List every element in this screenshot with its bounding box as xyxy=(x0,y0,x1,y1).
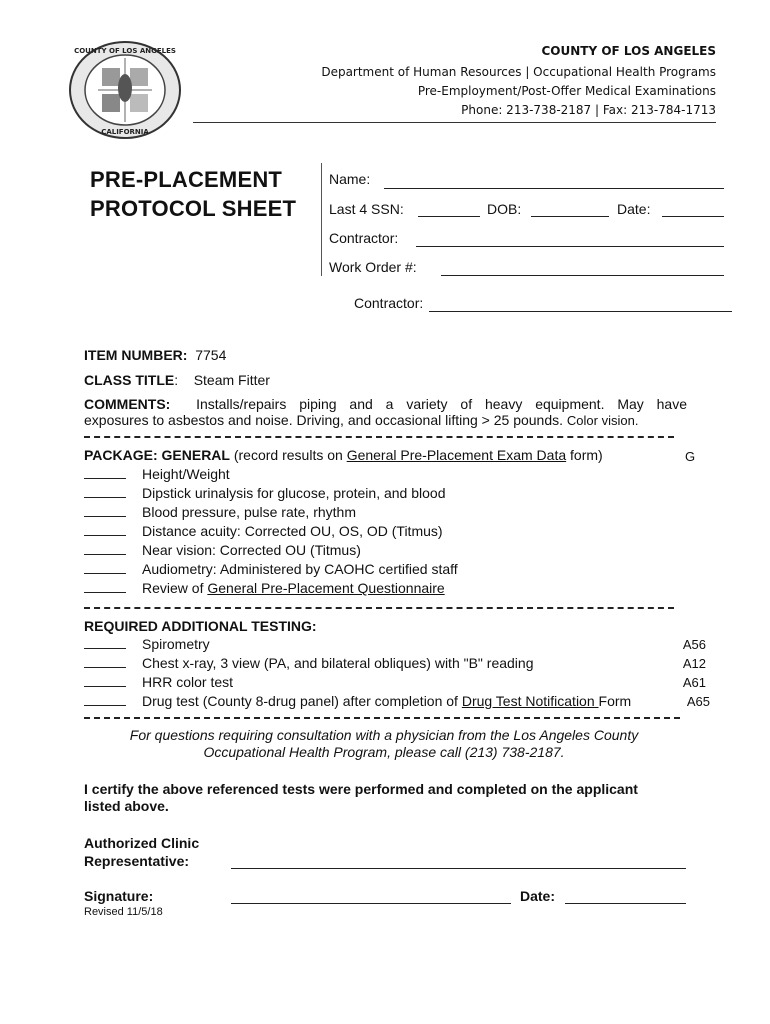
class-title: CLASS TITLE: Steam Fitter xyxy=(84,372,270,388)
header-dept: Department of Human Resources | Occupational Health Programs xyxy=(321,65,716,79)
additional-item: Chest x-ray, 3 view (PA, and bilateral obliques) with "B" reading A12 xyxy=(84,654,710,673)
package-list xyxy=(84,465,458,598)
dob-label: DOB: xyxy=(487,201,522,217)
consult-line2: Occupational Health Program, please call (213) 738-2187. xyxy=(203,744,565,760)
work-order-label: Work Order #: xyxy=(329,259,417,275)
additional-item: HRR color test A61 xyxy=(84,673,710,692)
name-field[interactable] xyxy=(384,175,724,189)
contractor2-field[interactable] xyxy=(429,298,732,312)
check-blank[interactable] xyxy=(84,503,126,517)
certify-line2: listed above. xyxy=(84,798,169,814)
title-divider xyxy=(321,163,322,276)
divider-3 xyxy=(84,717,680,719)
package-heading: PACKAGE: GENERAL (record results on General Pre-Placement Exam Data form) xyxy=(84,447,603,463)
certify-line1: I certify the above referenced tests were performed and completed on the applicant xyxy=(84,781,638,797)
divider-2 xyxy=(84,607,674,609)
package-item: Dipstick urinalysis for glucose, protein, and blood xyxy=(84,484,458,503)
sign-date-label: Date: xyxy=(520,888,556,904)
package-item: Height/Weight xyxy=(84,465,458,484)
rep-label-line1: Authorized Clinic xyxy=(84,835,200,851)
package-code: G xyxy=(685,449,696,464)
header-rule xyxy=(193,122,716,123)
rep-field[interactable] xyxy=(231,855,686,869)
signature-label: Signature: xyxy=(84,888,154,904)
consult-line1: For questions requiring consultation with a physician from the Los Angeles County xyxy=(129,727,639,743)
package-item: Distance acuity: Corrected OU, OS, OD (Titmus) xyxy=(84,522,458,541)
comments-line2: exposures to asbestos and noise. Driving, and occasional lifting > 25 pounds. Color vision. xyxy=(84,412,639,428)
additional-heading: REQUIRED ADDITIONAL TESTING: xyxy=(84,618,317,634)
additional-list xyxy=(84,635,710,711)
additional-item: Drug test (County 8-drug panel) after completion of Drug Test Notification Form A65 xyxy=(84,692,710,711)
contractor-label: Contractor: xyxy=(329,230,399,246)
package-item: Blood pressure, pulse rate, rhythm xyxy=(84,503,458,522)
comments-line1: COMMENTS: Installs/repairs piping and a variety of heavy equipment. May have xyxy=(84,396,688,412)
page-title-line2: PROTOCOL SHEET xyxy=(90,196,297,221)
name-label: Name: xyxy=(329,171,371,187)
ssn-label: Last 4 SSN: xyxy=(329,201,404,217)
item-number: ITEM NUMBER: 7754 xyxy=(84,347,227,363)
check-blank[interactable] xyxy=(84,484,126,498)
check-blank[interactable] xyxy=(84,522,126,536)
sign-date-field[interactable] xyxy=(565,890,686,904)
page-title-line1: PRE-PLACEMENT xyxy=(90,167,283,192)
work-order-field[interactable] xyxy=(441,262,724,276)
date-field[interactable] xyxy=(662,203,724,217)
contractor2-label: Contractor: xyxy=(354,295,424,311)
revised-note: Revised 11/5/18 xyxy=(84,906,163,918)
date-label: Date: xyxy=(617,201,651,217)
svg-text:CALIFORNIA: CALIFORNIA xyxy=(101,128,149,136)
contractor-field[interactable] xyxy=(416,233,724,247)
header-phone: Phone: 213-738-2187 | Fax: 213-784-1713 xyxy=(461,103,716,117)
check-blank[interactable] xyxy=(84,579,126,593)
check-blank[interactable] xyxy=(84,465,126,479)
check-blank[interactable] xyxy=(84,635,126,649)
header-org: COUNTY OF LOS ANGELES xyxy=(541,44,716,58)
additional-item: Spirometry A56 xyxy=(84,635,710,654)
check-blank[interactable] xyxy=(84,560,126,574)
divider-1 xyxy=(84,436,674,438)
ssn-field[interactable] xyxy=(418,203,480,217)
svg-text:COUNTY OF LOS ANGELES: COUNTY OF LOS ANGELES xyxy=(74,47,176,55)
package-item: Near vision: Corrected OU (Titmus) xyxy=(84,541,458,560)
signature-field[interactable] xyxy=(231,890,511,904)
county-seal-logo xyxy=(68,40,182,140)
package-item: Review of General Pre-Placement Questionnaire xyxy=(84,579,458,598)
check-blank[interactable] xyxy=(84,673,126,687)
package-item: Audiometry: Administered by CAOHC certified staff xyxy=(84,560,458,579)
check-blank[interactable] xyxy=(84,541,126,555)
check-blank[interactable] xyxy=(84,692,126,706)
rep-label-line2: Representative: xyxy=(84,853,190,869)
header-subtitle: Pre-Employment/Post-Offer Medical Examinations xyxy=(417,84,716,98)
check-blank[interactable] xyxy=(84,654,126,668)
dob-field[interactable] xyxy=(531,203,609,217)
